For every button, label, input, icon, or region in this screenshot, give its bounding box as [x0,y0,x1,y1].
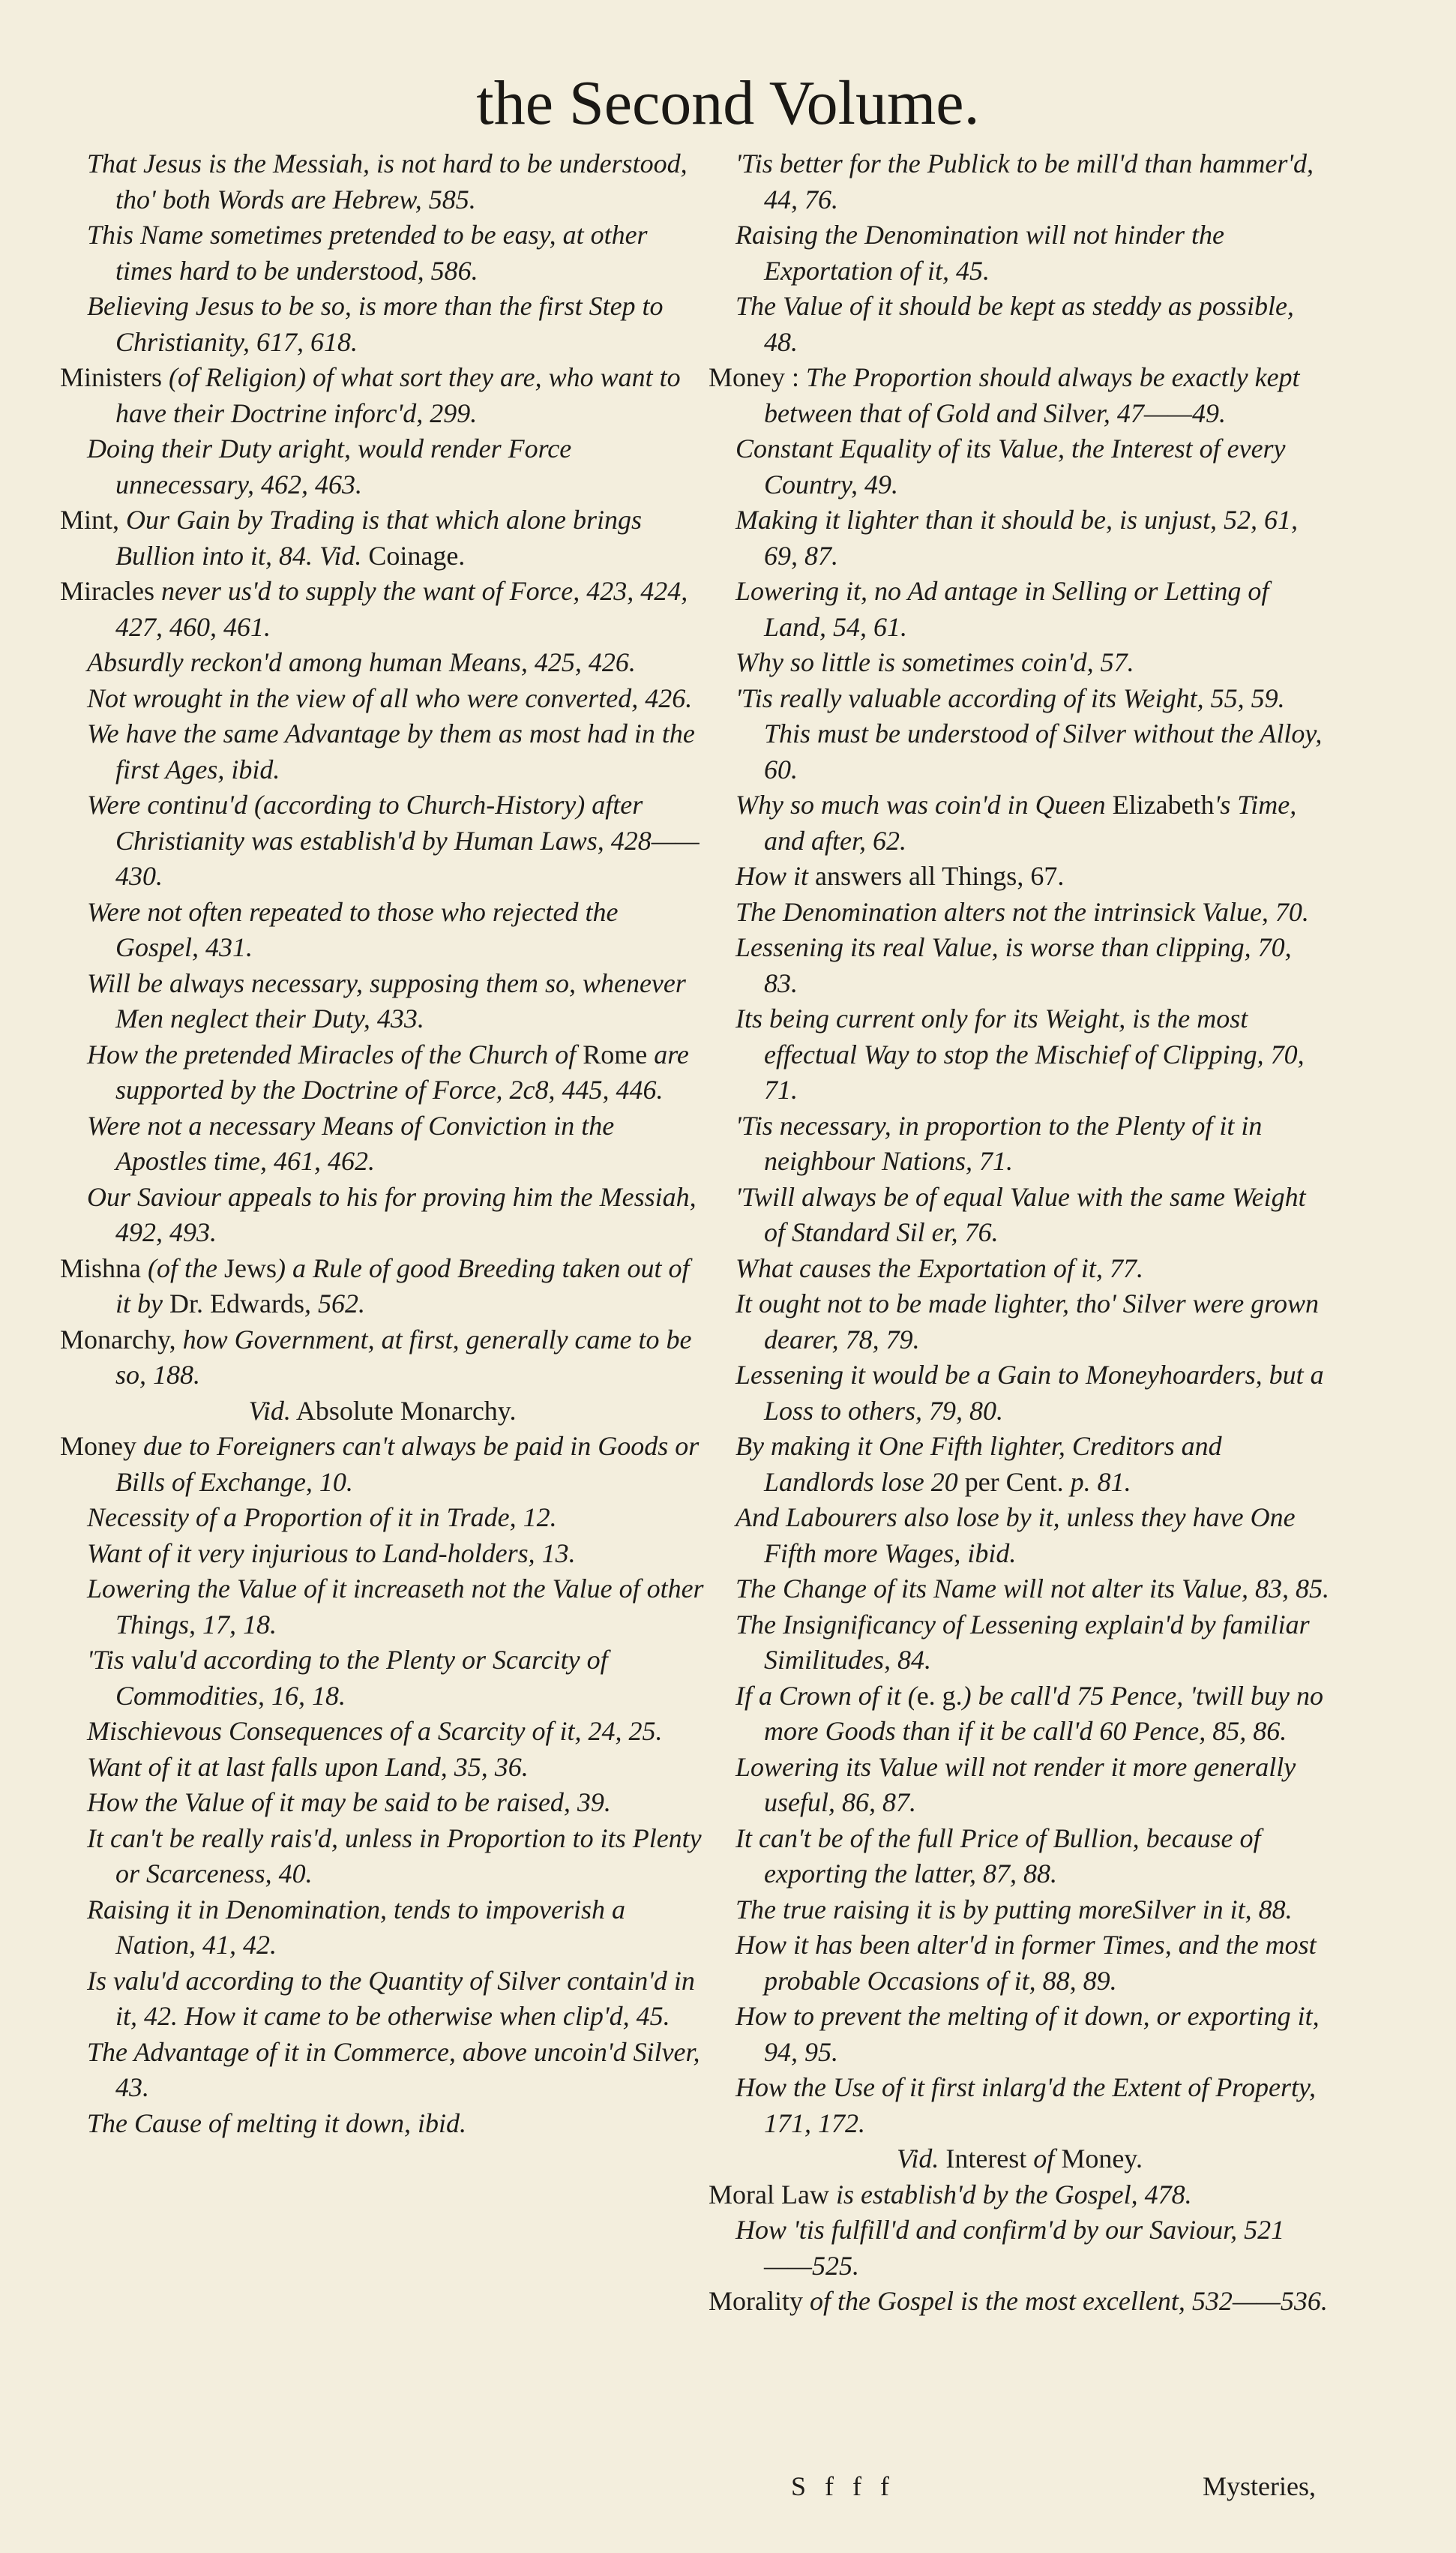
entry-text: Raising the Denomination will not hinder the Exportation of it, 45. [735,220,1224,286]
index-entry [709,2070,1331,2141]
entry-text: Raising it in Denomination, tends to impoverish a Nation, 41, 42. [87,1894,625,1960]
entry-text: Money [60,1431,143,1461]
entry-text: answers all Things, 67. [815,861,1065,891]
index-entry [60,966,705,1037]
entry-text: Interest [939,2144,1034,2174]
entry-text: Miracles [60,576,161,606]
index-entry [709,574,1331,645]
entry-text: Mischievous Consequences of a Scarcity of it, 24, 25. [87,1716,663,1746]
index-entry [709,1678,1331,1750]
entry-text: Necessity of a Proportion of it in Trade, 12. [87,1502,557,1532]
index-entry [60,1251,705,1322]
entry-text: Lowering the Value of it increaseth not the Value of other Things, 17, 18. [87,1574,704,1640]
index-entry [709,2141,1331,2177]
entry-text: Lowering it, no Ad antage in Selling or Letting of Land, 54, 61. [735,576,1269,642]
index-entry [60,218,705,289]
index-entry [60,1964,705,2035]
index-entry [709,930,1331,1001]
index-entry [60,1394,705,1430]
entry-text: Vid. [248,1395,291,1426]
index-entry [709,645,1331,681]
entry-text: Were not often repeated to those who rejected the Gospel, 431. [87,896,619,962]
index-entry [60,716,705,788]
entry-text: Want of it at last falls upon Land, 35, 36. [87,1751,529,1782]
entry-text: p. 81. [1063,1466,1131,1497]
index-entry [60,1821,705,1892]
entry-text: Lessening its real Value, is worse than clipping, 70, 83. [735,932,1292,998]
index-entry [60,1714,705,1750]
entry-text: Lowering its Value will not render it more generally useful, 86, 87. [735,1751,1296,1817]
index-entry [60,1750,705,1786]
index-entry [709,1429,1331,1500]
entry-text: How it [735,861,816,891]
index-entry [709,1251,1331,1287]
entry-text: This Name sometimes pretended to be easy, at other times hard to be understood, 586. [87,220,648,286]
entry-text: Our Saviour appeals to his for proving him the Messiah, 492, 493. [87,1181,697,1247]
entry-text: If a Crown of it ( [735,1680,917,1711]
index-entry [709,289,1331,360]
entry-text: Money : [709,362,806,392]
entry-text: Why so much was coin'd in [735,790,1035,820]
index-entry [60,1785,705,1821]
entry-text: The true raising it is by putting moreSilver in it, 88. [735,1894,1293,1924]
index-entry [709,2284,1331,2320]
entry-text: How to prevent the melting of it down, or exporting it, 94, 95. [735,2001,1320,2067]
entry-text: (of Religion) of what sort they are, who want to have their Doctrine inforc'd, 299. [115,362,681,428]
index-entry [709,1821,1331,1892]
index-entry [60,645,705,681]
entry-text: Dr. Edwards [169,1288,304,1318]
entry-text: Not wrought in the view of all who were converted, 426. [87,682,693,713]
index-entry [60,360,705,431]
entry-text: per Cent. [964,1466,1064,1497]
index-entry [60,2106,705,2142]
entry-text: Believing Jesus to be so, is more than the first Step to Christianity, 617, 618. [87,291,664,357]
index-entry [709,1500,1331,1571]
index-entry [60,1322,705,1394]
entry-text: The Advantage of it in Commerce, above uncoin'd Silver, 43. [87,2036,700,2102]
index-entry [60,431,705,502]
entry-text: Were not a necessary Means of Conviction in the Apostles time, 461, 462. [87,1110,615,1176]
entry-text: How it has been alter'd in former Times, and the most probable Occasions of it, 88, 89. [735,1930,1317,1996]
index-entry [60,1892,705,1964]
index-entry [709,788,1331,859]
entry-text: Jews [223,1252,277,1283]
entry-text: By making it One Fifth lighter, Creditors and Landlords lose 20 [735,1431,1222,1497]
index-entry [60,1571,705,1642]
index-entry [60,2035,705,2106]
index-entry [709,502,1331,574]
entry-text: of the Gospel is the most excellent, 532——536. [809,2286,1328,2316]
entry-text: Its being current only for its Weight, is the most effectual Way to stop the Mischief of Clipping, 70, 71. [735,1004,1305,1105]
entry-text: 'Tis valu'd according to the Plenty or Scarcity of Commodities, 16, 18. [87,1645,608,1711]
index-entry [709,1358,1331,1429]
index-entry [709,1999,1331,2070]
entry-text: Moral Law [709,2179,836,2210]
index-entry [709,1108,1331,1180]
entry-text: ) a Rule of good Breeding taken out of it by [115,1252,690,1318]
entry-text: 'Tis really valuable according of its Weight, 55, 59. This must be understood of Silver without the Alloy, 60. [735,682,1323,784]
entry-text: 'Twill always be of equal Value with the same Weight of Standard Sil er, 76. [735,1181,1306,1247]
entry-text: That Jesus is the Messiah, is not hard to be understood, tho' both Words are Hebrew, 585. [87,148,688,214]
entry-text: What causes the Exportation of it, 77. [735,1252,1143,1283]
entry-text: (of the [148,1252,224,1283]
entry-text: Money. [1054,2144,1143,2174]
entry-text: Rome [583,1039,648,1070]
index-column-right [709,146,1331,2320]
entry-text: Doing their Duty aright, would render Force unnecessary, 462, 463. [87,434,572,500]
entry-text: Why so little is sometimes coin'd, 57. [735,647,1134,677]
entry-text: How the Use of it first inlarg'd the Extent of Property, 171, 172. [735,2072,1316,2138]
index-entry [709,1571,1331,1607]
index-entry [60,1429,705,1500]
entry-text: Queen [1035,790,1106,820]
index-entry [709,1607,1331,1678]
entry-text: ) be call'd 75 Pence, 'twill buy no more Goods than if it be call'd 60 Pence, 85, 86. [764,1680,1323,1746]
entry-text: is establish'd by the Gospel, 478. [835,2179,1192,2210]
index-entry [709,2177,1331,2213]
entry-text: Elizabeth [1105,790,1215,820]
index-entry [60,788,705,895]
index-entry [60,574,705,645]
entry-text: How the Value of it may be said to be raised, 39. [87,1787,611,1817]
index-entry [709,859,1331,895]
entry-text: Morality [709,2286,810,2316]
entry-text: Absolute Monarchy. [290,1395,517,1426]
index-entry [60,895,705,966]
entry-text: Making it lighter than it should be, is unjust, 52, 61, 69, 87. [735,505,1298,571]
entry-text: Mint, [60,505,127,535]
entry-text: How the pretended Miracles of the Church of [87,1039,583,1070]
entry-text: how Government, at first, generally came to be so, 188. [115,1324,692,1390]
entry-text: , 562. [304,1288,365,1318]
catchword: Mysteries, [1203,2471,1316,2501]
signature-mark: S f f f [791,2471,895,2501]
index-entry [60,1108,705,1180]
entry-text: It can't be of the full Price of Bullion, because of exporting the latter, 87, 88. [735,1822,1261,1888]
index-entry [60,289,705,360]
page-footer [709,2468,1331,2505]
entry-text: The Proportion should always be exactly kept between that of Gold and Silver, 47——49. [764,362,1300,428]
index-entry [709,1892,1331,1928]
entry-text: of [1033,2144,1055,2174]
entry-text: 'Tis better for the Publick to be mill'd than hammer'd, 44, 76. [735,148,1314,214]
entry-text: The Cause of melting it down, ibid. [87,2108,467,2138]
page-title: the Second Volume. [476,68,980,138]
entry-text: Mishna [60,1252,148,1283]
index-entry [709,1286,1331,1358]
entry-text: Want of it very injurious to Land-holders, 13. [87,1538,576,1568]
entry-text: Coinage. [361,540,466,571]
entry-text: are supported by the Doctrine of Force, 2c8, 445, 446. [115,1039,689,1105]
entry-text: And Labourers also lose by it, unless they have One Fifth more Wages, ibid. [735,1502,1296,1568]
entry-text: Our Gain by Trading is that which alone brings Bullion into it, 84. Vid. [115,505,643,571]
index-entry [60,1642,705,1714]
index-entry [709,431,1331,502]
entry-text: The Insignificancy of Lessening explain'd by familiar Similitudes, 84. [735,1609,1310,1675]
entry-text: Is valu'd according to the Quantity of Silver contain'd in it, 42. How it came to be otherwise when clip'd, 45. [87,1965,695,2031]
entry-text: Will be always necessary, supposing them so, whenever Men neglect their Duty, 433. [87,968,686,1034]
entry-text: Monarchy, [60,1324,183,1354]
index-entry [709,1180,1331,1251]
entry-text: The Value of it should be kept as steddy as possible, 48. [735,291,1294,357]
entry-text: The Change of its Name will not alter its Value, 83, 85. [735,1574,1329,1604]
index-column-left [60,146,705,2141]
index-entry [709,1928,1331,1999]
entry-text: due to Foreigners can't always be paid in Goods or Bills of Exchange, 10. [115,1431,700,1497]
index-entry [709,2212,1331,2284]
entry-text: Were continu'd (according to Church-History) after Christianity was establish'd by Human Laws, 428——430. [87,790,700,891]
index-entry [709,895,1331,931]
index-entry [709,218,1331,289]
entry-text: 'Tis necessary, in proportion to the Plenty of it in neighbour Nations, 71. [735,1110,1263,1176]
entry-text: The Denomination alters not the intrinsick Value, 70. [735,896,1309,927]
entry-text: How 'tis fulfill'd and confirm'd by our Saviour, 521——525. [735,2215,1285,2281]
index-entry [709,1750,1331,1821]
index-entry [60,1180,705,1251]
entry-text: Ministers [60,362,169,392]
entry-text: Vid. [897,2144,939,2174]
entry-text: We have the same Advantage by them as most had in the first Ages, ibid. [87,718,695,784]
index-entry [60,146,705,218]
index-entry [60,1037,705,1108]
entry-text: 's Time, and after, 62. [764,790,1297,856]
index-entry [60,681,705,717]
entry-text: It ought not to be made lighter, tho' Silver were grown dearer, 78, 79. [735,1288,1319,1354]
index-entry [60,1536,705,1572]
index-entry [709,146,1331,218]
entry-text: Absurdly reckon'd among human Means, 425, 426. [87,647,636,677]
index-entry [60,502,705,574]
entry-text: It can't be really rais'd, unless in Proportion to its Plenty or Scarceness, 40. [87,1822,702,1888]
index-entry [709,1001,1331,1108]
entry-text: e. g. [916,1680,963,1711]
index-entry [709,681,1331,788]
entry-text: Lessening it would be a Gain to Moneyhoarders, but a Loss to others, 79, 80. [735,1360,1324,1426]
index-entry [709,360,1331,431]
entry-text: never us'd to supply the want of Force, 423, 424, 427, 460, 461. [115,576,688,642]
entry-text: Constant Equality of its Value, the Interest of every Country, 49. [735,434,1286,500]
index-entry [60,1500,705,1536]
